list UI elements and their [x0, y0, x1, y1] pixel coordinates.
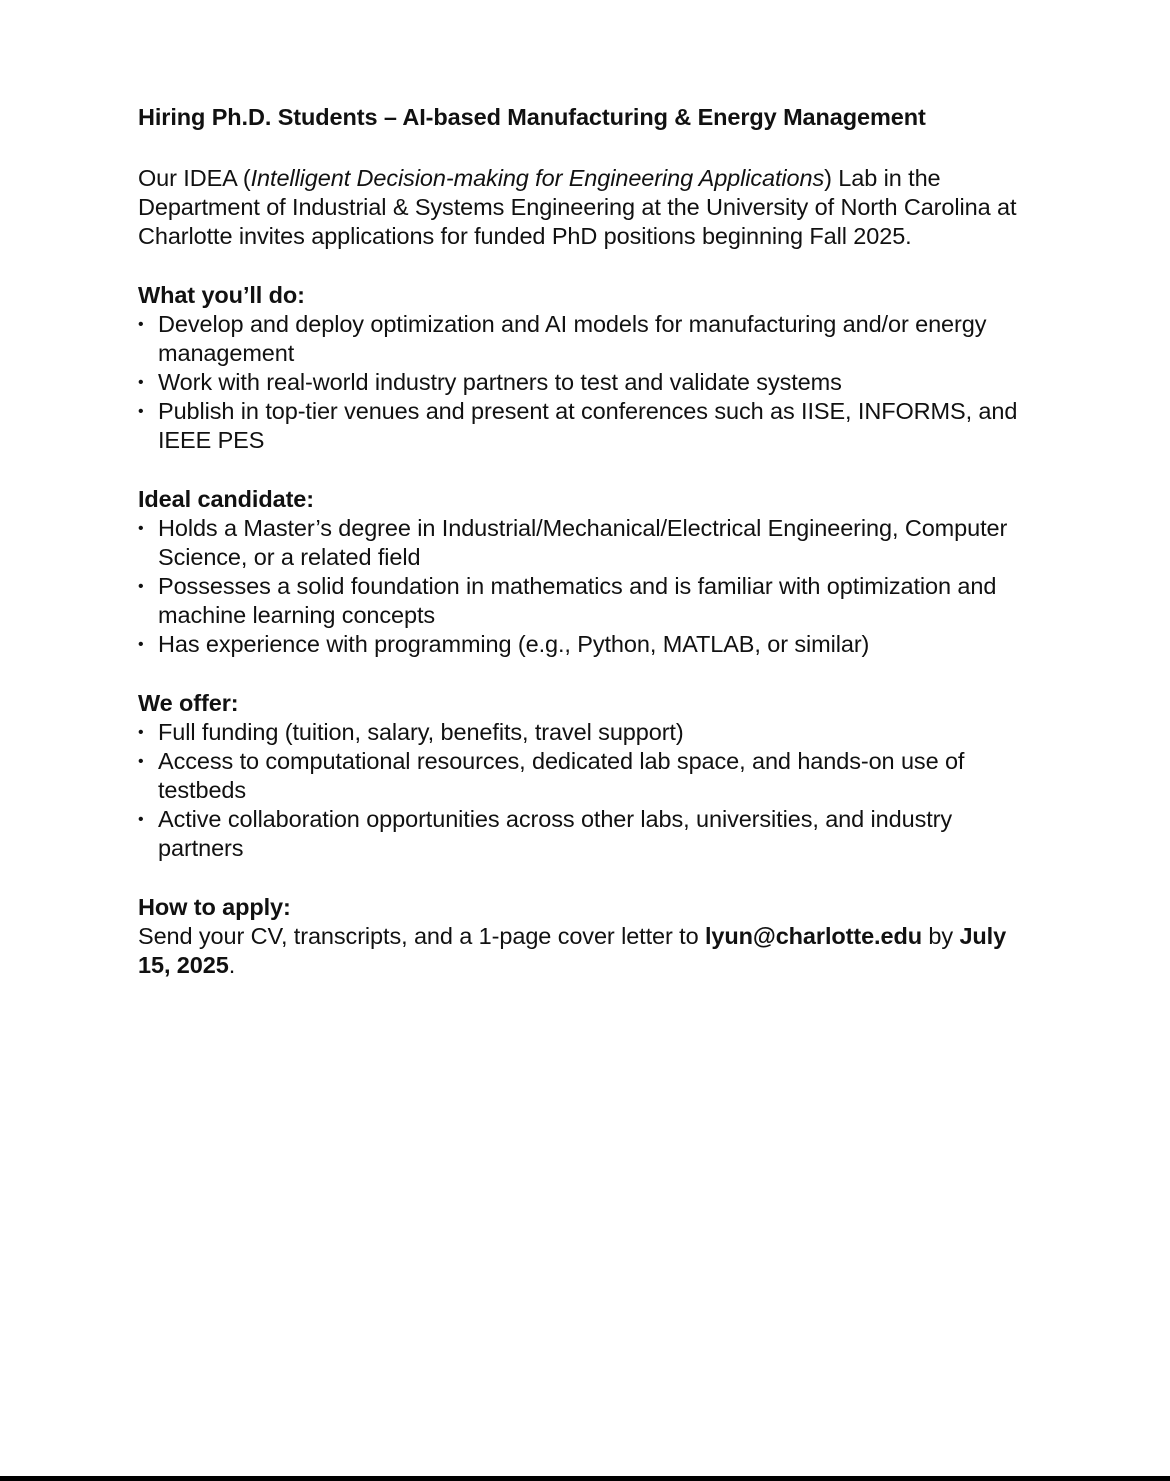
section-heading: Ideal candidate:: [138, 486, 315, 512]
list-item-text: Work with real-world industry partners to test and validate systems: [158, 369, 842, 395]
lab-full-name: Intelligent Decision-making for Engineering Applications: [250, 165, 825, 191]
list-item-text: Holds a Master’s degree in Industrial/Mechanical/Electrical Engineering, Computer Science, or a related field: [158, 515, 1008, 570]
bullet-icon: •: [138, 636, 144, 653]
apply-text-before: Send your CV, transcripts, and a 1-page cover letter to: [138, 923, 705, 949]
intro-prefix: Our IDEA (: [138, 165, 251, 191]
contact-email: lyun@charlotte.edu: [704, 923, 922, 949]
list-item: [138, 747, 1043, 805]
posting-title: Hiring Ph.D. Students – AI-based Manufacturing & Energy Management: [138, 104, 926, 130]
section-what-youll-do: [138, 281, 1043, 455]
section-heading: What you’ll do:: [138, 282, 305, 308]
section-heading: We offer:: [138, 690, 239, 716]
bottom-border: [0, 1476, 1170, 1481]
list-item: [138, 368, 1043, 397]
bullet-icon: •: [138, 724, 144, 741]
bullet-list: [138, 514, 1043, 659]
list-item-text: Has experience with programming (e.g., Python, MATLAB, or similar): [158, 631, 870, 657]
list-item-text: Possesses a solid foundation in mathematics and is familiar with optimization and machine learning concepts: [158, 573, 997, 628]
bullet-icon: •: [138, 578, 144, 595]
job-posting-document: [138, 100, 1043, 1010]
bullet-list: [138, 310, 1043, 455]
apply-instructions: [138, 922, 1043, 980]
section-we-offer: [138, 689, 1043, 863]
list-item: [138, 514, 1043, 572]
section-ideal-candidate: [138, 485, 1043, 659]
section-how-to-apply: [138, 893, 1043, 980]
bullet-icon: •: [138, 811, 144, 828]
bullet-list: [138, 718, 1043, 863]
intro-suffix: ) Lab in the Department of Industrial & Systems Engineering at the University of North Carolina at Charlotte invites applications for funded PhD positions beginning Fall 2025.: [138, 165, 1017, 249]
list-item-text: Active collaboration opportunities across other labs, universities, and industry partners: [158, 806, 953, 861]
list-item: [138, 718, 1043, 747]
list-item-text: Access to computational resources, dedicated lab space, and hands-on use of testbeds: [158, 748, 965, 803]
list-item: [138, 805, 1043, 863]
list-item: [138, 397, 1043, 455]
list-item: [138, 630, 1043, 659]
bullet-icon: •: [138, 403, 144, 420]
apply-text-middle: by: [921, 923, 960, 949]
apply-text-end: .: [228, 952, 236, 978]
list-item-text: Full funding (tuition, salary, benefits, travel support): [158, 719, 684, 745]
list-item-text: Develop and deploy optimization and AI models for manufacturing and/or energy management: [158, 311, 987, 366]
bullet-icon: •: [138, 316, 144, 333]
list-item: [138, 572, 1043, 630]
bullet-icon: •: [138, 520, 144, 537]
intro-paragraph: [138, 164, 1043, 251]
bullet-icon: •: [138, 753, 144, 770]
section-heading: How to apply:: [138, 894, 291, 920]
list-item-text: Publish in top-tier venues and present at conferences such as IISE, INFORMS, and IEEE PES: [158, 398, 1018, 453]
list-item: [138, 310, 1043, 368]
bullet-icon: •: [138, 374, 144, 391]
application-deadline: July 15, 2025: [138, 923, 1007, 978]
